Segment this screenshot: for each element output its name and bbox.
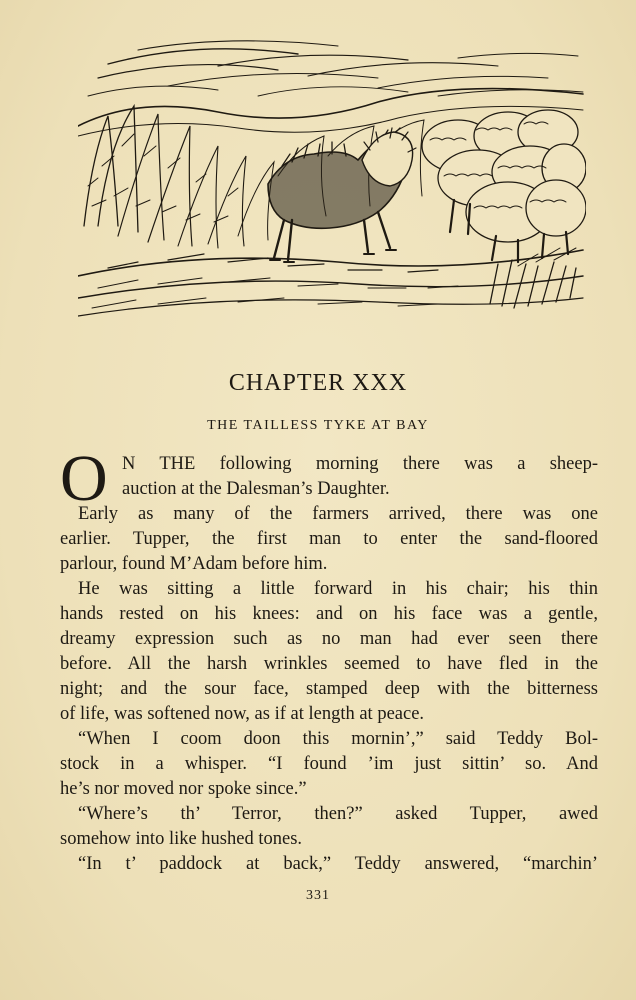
text-line: dreamy expression such as no man had ever seen there [60,629,598,649]
text-line: night; and the sour face, stamped deep with the bitterness [60,679,598,699]
text-line: “When I coom doon this mornin’,” said Teddy Bol- [78,729,598,749]
text-line: before. All the harsh wrinkles seemed to have fled in the [60,654,598,674]
text-line: He was sitting a little forward in his chair; his thin [78,579,598,599]
text-line: parlour, found M’Adam before him. [60,554,328,574]
page-number: 331 [306,888,330,903]
chapter-body-text [60,442,598,877]
text-line: “In t’ paddock at back,” Teddy answered, “marchin’ [78,854,598,874]
text-line: “Where’s th’ Terror, then?” asked Tupper, awed [78,804,598,824]
chapter-subtitle: THE TAILLESS TYKE AT BAY [207,418,429,433]
text-line: earlier. Tupper, the first man to enter the sand-floored [60,529,598,549]
text-line: he’s nor moved nor spoke since.” [60,779,307,799]
text-line: N THE following morning there was a sheep- [122,454,598,474]
text-line: stock in a whisper. “I found ’im just sittin’ so. And [60,754,598,774]
drop-cap: O [60,442,108,515]
dog-and-sheep-illustration-icon [78,36,586,318]
text-line: auction at the Dalesman’s Daughter. [122,479,390,499]
text-line: somehow into like hushed tones. [60,829,303,849]
text-line: Early as many of the farmers arrived, there was one [78,504,598,524]
text-line: of life, was softened now, as if at length at peace. [60,704,425,724]
text-line: hands rested on his knees: and on his face was a gentle, [60,604,598,624]
chapter-title: CHAPTER XXX [228,370,408,396]
